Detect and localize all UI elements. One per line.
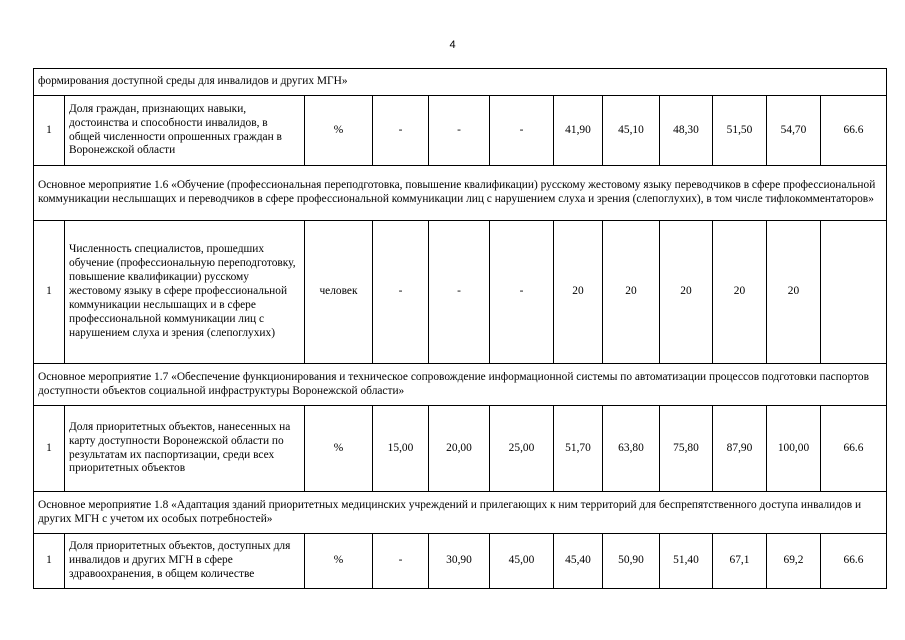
value-cell: 75,80 [660,406,713,492]
indicator-table [33,68,887,589]
section-row [34,69,887,96]
unit-cell: % [305,534,373,589]
indicator-name: Доля приоритетных объектов, нанесенных на карту доступности Воронежской области по результатам их паспортизации, среди всех приоритетных объектов [65,406,305,492]
table-row [34,96,887,166]
value-cell: 25,00 [490,406,554,492]
value-cell: 15,00 [373,406,429,492]
value-cell: 54,70 [767,96,821,166]
value-cell: 100,00 [767,406,821,492]
row-number: 1 [34,406,65,492]
value-cell: 20,00 [429,406,490,492]
value-cell: - [373,534,429,589]
value-cell: - [490,221,554,364]
value-cell: 20 [767,221,821,364]
value-cell: 45,40 [554,534,603,589]
value-cell: 41,90 [554,96,603,166]
indicator-name: Доля приоритетных объектов, доступных для инвалидов и других МГН в сфере здравоохранения, в общем количестве [65,534,305,589]
indicator-name: Численность специалистов, прошедших обучение (профессиональную переподготовку, повышение квалификации) русскому жестовому языку в сфере профессиональной коммуникации неслышащих и в сфере профессиональной коммуникации лиц с нарушением слуха и зрения (слепоглухих) [65,221,305,364]
table-row [34,406,887,492]
value-cell: 45,10 [603,96,660,166]
value-cell: 66.6 [821,406,887,492]
value-cell: - [429,96,490,166]
value-cell: - [373,221,429,364]
unit-cell: % [305,406,373,492]
value-cell: 51,50 [713,96,767,166]
unit-cell: человек [305,221,373,364]
value-cell: 51,70 [554,406,603,492]
section-text: Основное мероприятие 1.8 «Адаптация зданий приоритетных медицинских учреждений и прилегающих к ним территорий для беспрепятственного доступа инвалидов и других МГН с учетом их особых потребностей» [34,492,887,534]
value-cell: 66.6 [821,534,887,589]
value-cell: 69,2 [767,534,821,589]
value-cell: - [490,96,554,166]
row-number: 1 [34,221,65,364]
value-cell: 48,30 [660,96,713,166]
table-row [34,534,887,589]
value-cell: 20 [603,221,660,364]
table-row [34,221,887,364]
section-text: Основное мероприятие 1.6 «Обучение (профессиональная переподготовка, повышение квалификации) русскому жестовому языку переводчиков в сфере профессиональной коммуникации неслышащих и переводчиков в сфере профессиональной коммуникации лиц с нарушением слуха и зрения (слепоглухих), в том числе тифлокомментаторов» [34,166,887,221]
value-cell: 50,90 [603,534,660,589]
value-cell: 51,40 [660,534,713,589]
value-cell: 20 [660,221,713,364]
value-cell: 66.6 [821,96,887,166]
value-cell: 45,00 [490,534,554,589]
unit-cell: % [305,96,373,166]
indicator-name: Доля граждан, признающих навыки, достоинства и способности инвалидов, в общей численности опрошенных граждан в Воронежской области [65,96,305,166]
value-cell: 67,1 [713,534,767,589]
value-cell: 20 [554,221,603,364]
row-number: 1 [34,534,65,589]
section-row [34,492,887,534]
value-cell: - [429,221,490,364]
page-number: 4 [449,39,456,51]
value-cell: 87,90 [713,406,767,492]
value-cell: 30,90 [429,534,490,589]
section-row [34,166,887,221]
section-text: формирования доступной среды для инвалидов и других МГН» [34,69,887,96]
row-number: 1 [34,96,65,166]
section-text: Основное мероприятие 1.7 «Обеспечение функционирования и техническое сопровождение информационной системы по автоматизации процессов подготовки паспортов доступности объектов социальной инфраструктуры Воронежской области» [34,364,887,406]
value-cell [821,221,887,364]
value-cell: 63,80 [603,406,660,492]
section-row [34,364,887,406]
value-cell: 20 [713,221,767,364]
value-cell: - [373,96,429,166]
